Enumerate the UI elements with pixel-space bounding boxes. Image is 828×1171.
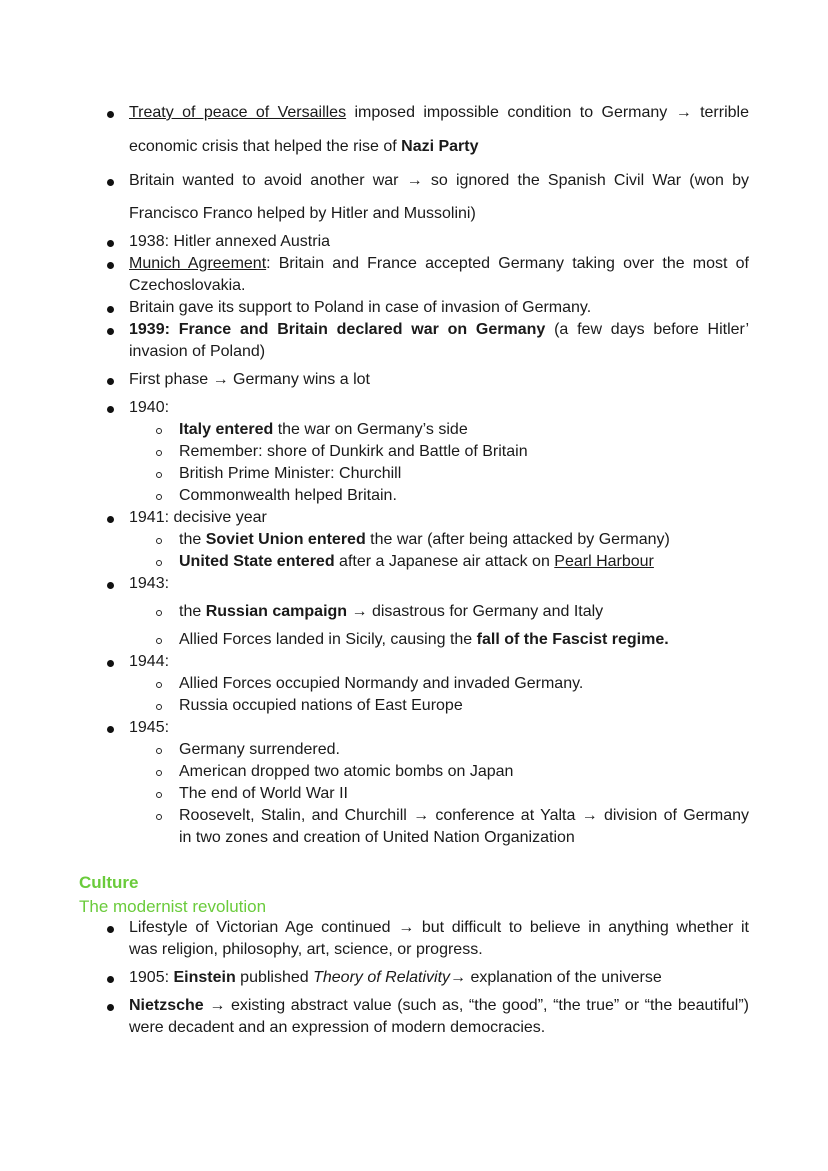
bold-text: Soviet Union entered xyxy=(205,531,366,548)
list-item-text: First phase → Germany wins a lot xyxy=(129,371,370,388)
text: the war on Germany’s side xyxy=(273,421,468,438)
sub-bullet xyxy=(156,494,162,500)
list-item-text: Czechoslovakia. xyxy=(129,277,246,294)
text: the war (after being attacked by Germany) xyxy=(365,531,670,548)
bold-text: Nazi Party xyxy=(401,138,479,155)
list-item-text: Britain wanted to avoid another war → so ignored the Spanish Civil War (won by xyxy=(129,172,749,189)
sub-item-text: Russia occupied nations of East Europe xyxy=(179,697,463,714)
bullet xyxy=(107,179,114,186)
sub-item-text: Roosevelt, Stalin, and Churchill → conference at Yalta → division of Germany xyxy=(179,807,749,824)
list-item-text: Lifestyle of Victorian Age continued → but difficult to believe in anything whether it xyxy=(129,919,749,936)
list-item-text: were decadent and an expression of modern democracies. xyxy=(129,1019,546,1036)
bold-text: fall of the Fascist regime. xyxy=(476,631,669,648)
bold-text: Russian campaign xyxy=(205,603,348,620)
text: Allied Forces landed in Sicily, causing the xyxy=(179,631,477,648)
pearl-harbour-link: Pearl Harbour xyxy=(554,553,654,570)
sub-bullet xyxy=(156,770,162,776)
sub-bullet xyxy=(156,610,162,616)
sub-item-text xyxy=(179,531,670,549)
sub-bullet xyxy=(156,704,162,710)
bullet xyxy=(107,660,114,667)
sub-item-text: Allied Forces occupied Normandy and invaded Germany. xyxy=(179,675,584,692)
sub-bullet xyxy=(156,748,162,754)
bullet xyxy=(107,726,114,733)
bullet xyxy=(107,378,114,385)
bullet xyxy=(107,240,114,247)
list-item-text: Britain gave its support to Poland in case of invasion of Germany. xyxy=(129,299,592,316)
bullet xyxy=(107,306,114,313)
text: imposed impossible condition to Germany → terrible xyxy=(346,104,749,121)
list-item-text xyxy=(129,104,749,122)
list-item-text: 1944: xyxy=(129,653,170,670)
sub-item-text: British Prime Minister: Churchill xyxy=(179,465,402,482)
sub-item-text xyxy=(179,553,654,571)
list-item-text: invasion of Poland) xyxy=(129,343,266,360)
list-item-text xyxy=(129,997,749,1015)
bullet xyxy=(107,926,114,933)
bold-text: United State entered xyxy=(179,553,335,570)
section-subheading: The modernist revolution xyxy=(79,897,267,916)
list-item-text xyxy=(129,138,479,156)
versailles-link: Treaty of peace of Versailles xyxy=(129,104,347,121)
bullet xyxy=(107,976,114,983)
sub-bullet xyxy=(156,792,162,798)
bold-text: Nietzsche xyxy=(129,997,204,1014)
list-item-text xyxy=(129,321,749,339)
bullet xyxy=(107,262,114,269)
sub-bullet xyxy=(156,682,162,688)
text: 1905: xyxy=(129,969,174,986)
bold-text: Italy entered xyxy=(179,421,274,438)
text: economic crisis that helped the rise of xyxy=(129,138,402,155)
sub-bullet xyxy=(156,560,162,566)
list-item-text: was religion, philosophy, art, science, or progress. xyxy=(129,941,483,958)
list-item-text: 1943: xyxy=(129,575,170,592)
text: published xyxy=(235,969,314,986)
italic-text: Theory of Relativity xyxy=(313,969,451,986)
sub-bullet xyxy=(156,814,162,820)
sub-bullet xyxy=(156,538,162,544)
text: after a Japanese air attack on xyxy=(334,553,555,570)
list-item-text: Francisco Franco helped by Hitler and Mussolini) xyxy=(129,205,476,222)
bullet xyxy=(107,1004,114,1011)
bullet xyxy=(107,406,114,413)
sub-bullet xyxy=(156,450,162,456)
munich-link: Munich Agreement xyxy=(129,255,267,272)
sub-item-text: in two zones and creation of United Nation Organization xyxy=(179,829,575,846)
sub-item-text xyxy=(179,631,669,649)
sub-bullet xyxy=(156,638,162,644)
bullet xyxy=(107,582,114,589)
list-item-text: 1945: xyxy=(129,719,170,736)
list-item-text xyxy=(129,969,662,987)
text: the xyxy=(179,603,206,620)
bold-text: 1939 xyxy=(129,321,165,338)
text: : Britain and France accepted Germany taking over the most of xyxy=(266,255,749,272)
sub-bullet xyxy=(156,472,162,478)
sub-item-text: Remember: shore of Dunkirk and Battle of Britain xyxy=(179,443,528,460)
sub-item-text xyxy=(179,603,603,621)
sub-bullet xyxy=(156,428,162,434)
text: (a few days before Hitler’ xyxy=(545,321,750,338)
list-item-text: 1938: Hitler annexed Austria xyxy=(129,233,331,250)
text: → explanation of the universe xyxy=(450,969,662,986)
sub-item-text: Commonwealth helped Britain. xyxy=(179,487,397,504)
text: → disastrous for Germany and Italy xyxy=(347,603,604,620)
text: the xyxy=(179,531,206,548)
text: → existing abstract value (such as, “the good”, “the true” or “the beautiful”) xyxy=(203,997,749,1014)
bold-text: : France and Britain declared war on Germany xyxy=(164,321,546,338)
bullet xyxy=(107,328,114,335)
sub-item-text xyxy=(179,421,468,439)
list-item-text: 1940: xyxy=(129,399,170,416)
bold-text: Einstein xyxy=(173,969,236,986)
bullet xyxy=(107,111,114,118)
sub-item-text: American dropped two atomic bombs on Japan xyxy=(179,763,514,780)
list-item-text: 1941: decisive year xyxy=(129,509,267,526)
list-item-text xyxy=(129,255,749,273)
section-heading: Culture xyxy=(79,873,139,892)
bullet xyxy=(107,516,114,523)
sub-item-text: Germany surrendered. xyxy=(179,741,340,758)
sub-item-text: The end of World War II xyxy=(179,785,348,802)
